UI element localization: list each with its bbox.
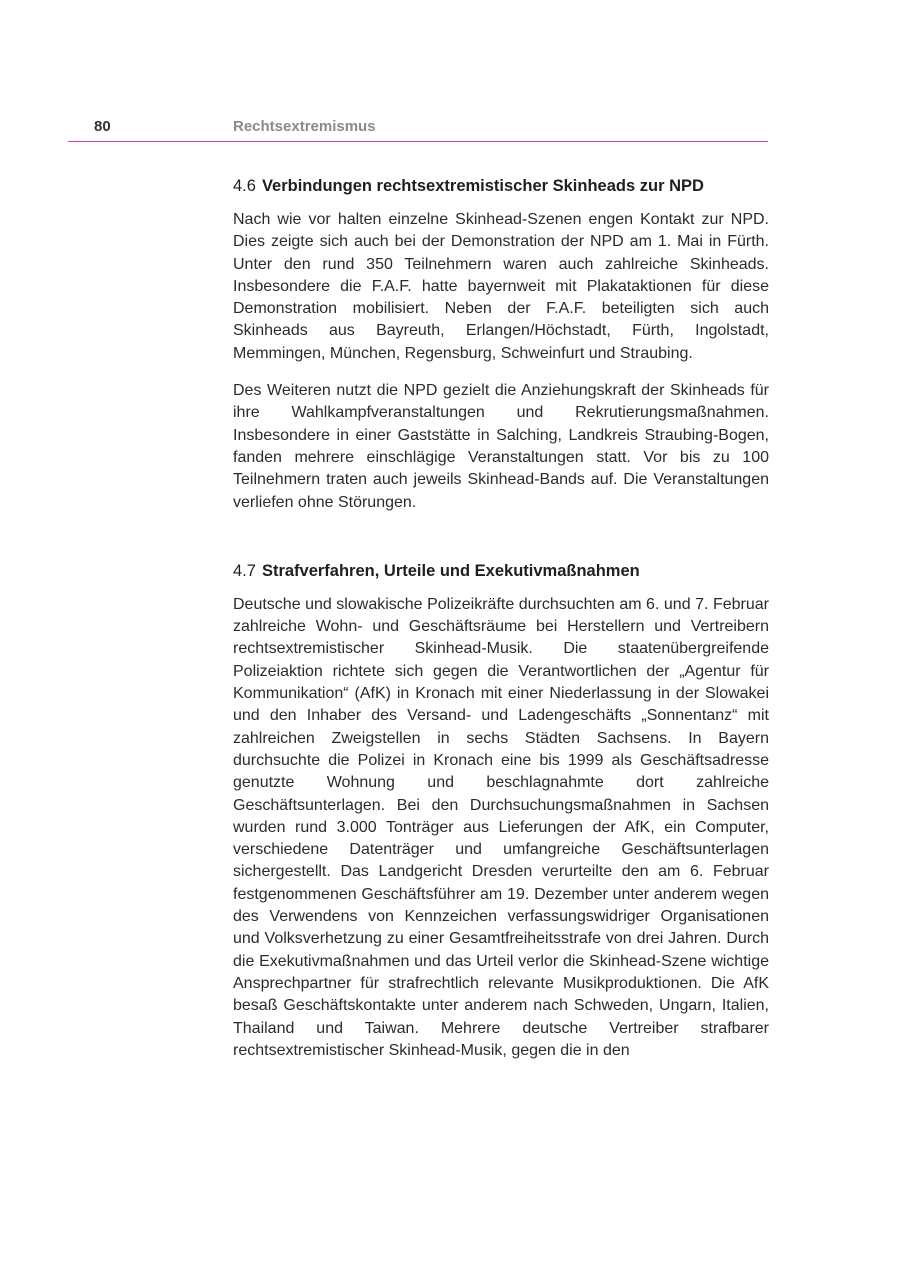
- paragraph: Des Weiteren nutzt die NPD gezielt die Anziehungskraft der Skinheads für ihre Wahlkampfveranstaltungen und Rekrutierungsmaßnahmen. Insbesondere in einer Gaststätte in Salching, Landkreis Straubing-Bogen, fanden mehrere einschlägige Veranstaltungen statt. Vor bis zu 100 Teilnehmern traten auch jeweils Skinhead-Bands auf. Die Veranstaltungen verliefen ohne Störungen.: [233, 382, 769, 511]
- section-number: 4.6: [233, 177, 256, 195]
- section-heading: [233, 172, 769, 200]
- main-content: [233, 172, 769, 1062]
- paragraph: Nach wie vor halten einzelne Skinhead-Szenen engen Kontakt zur NPD. Dies zeigte sich auch bei der Demonstration der NPD am 1. Mai in Fürth. Unter den rund 350 Teilnehmern waren auch zahlreiche Skinheads. Insbesondere die F.A.F. hatte bayernweit mit Plakataktionen für diese Demonstration mobilisiert. Neben der F.A.F. beteiligten sich auch Skinheads aus Bayreuth, Erlangen/Höchstadt, Fürth, Ingolstadt, Memmingen, München, Regensburg, Schweinfurt und Straubing.: [233, 211, 769, 362]
- section-heading: [233, 557, 769, 585]
- section-title: Strafverfahren, Urteile und Exekutivmaßnahmen: [261, 561, 640, 580]
- section-number: 4.7: [233, 561, 256, 580]
- section-4-7: [233, 557, 769, 1062]
- section-4-6: [233, 172, 769, 514]
- page-header: [68, 112, 768, 142]
- page-number: 80: [94, 118, 111, 135]
- paragraph: Deutsche und slowakische Polizeikräfte durchsuchten am 6. und 7. Februar zahlreiche Wohn- und Geschäftsräume bei Herstellern und Vertreibern rechtsextremistischer Skinhead-Musik. Die staatenübergreifende Polizeiaktion richtete sich gegen die Verantwortlichen der „Agentur für Kommunikation“ (AfK) in Kronach mit einer Niederlassung in der Slowakei und den Inhaber des Versand- und Ladengeschäfts „Sonnentanz“ mit zahlreichen Zweigstellen in sechs Städten Sachsens. In Bayern durchsuchte die Polizei in Kronach eine bis 1999 als Geschäftsadresse genutzte Wohnung und beschlagnahmte dort zahlreiche Geschäftsunterlagen. Bei den Durchsuchungsmaßnahmen in Sachsen wurden rund 3.000 Tonträger aus Lieferungen der AfK, ein Computer, verschiedene Datenträger und umfangreiche Geschäftsunterlagen sichergestellt. Das Landgericht Dresden verurteilte den am 6. Februar festgenommenen Geschäftsführer am 19. Dezember unter anderem wegen des Verwendens von Kennzeichen verfassungswidriger Organisationen und Volksverhetzung zu einer Gesamtfreiheitsstrafe von drei Jahren. Durch die Exekutivmaßnahmen und das Urteil verlor die Skinhead-Szene wichtige Ansprechpartner für strafrechtlich relevante Musikproduktionen. Die AfK besaß Geschäftskontakte unter anderem nach Schweden, Ungarn, Italien, Thailand und Taiwan. Mehrere deutsche Vertreiber strafbarer rechtsextremistischer Skinhead-Musik, gegen die in den: [233, 595, 769, 1059]
- header-rule: [68, 141, 768, 142]
- section-title: Verbindungen rechtsextremistischer Skinheads zur NPD: [261, 177, 704, 195]
- running-title: Rechtsextremismus: [233, 118, 376, 135]
